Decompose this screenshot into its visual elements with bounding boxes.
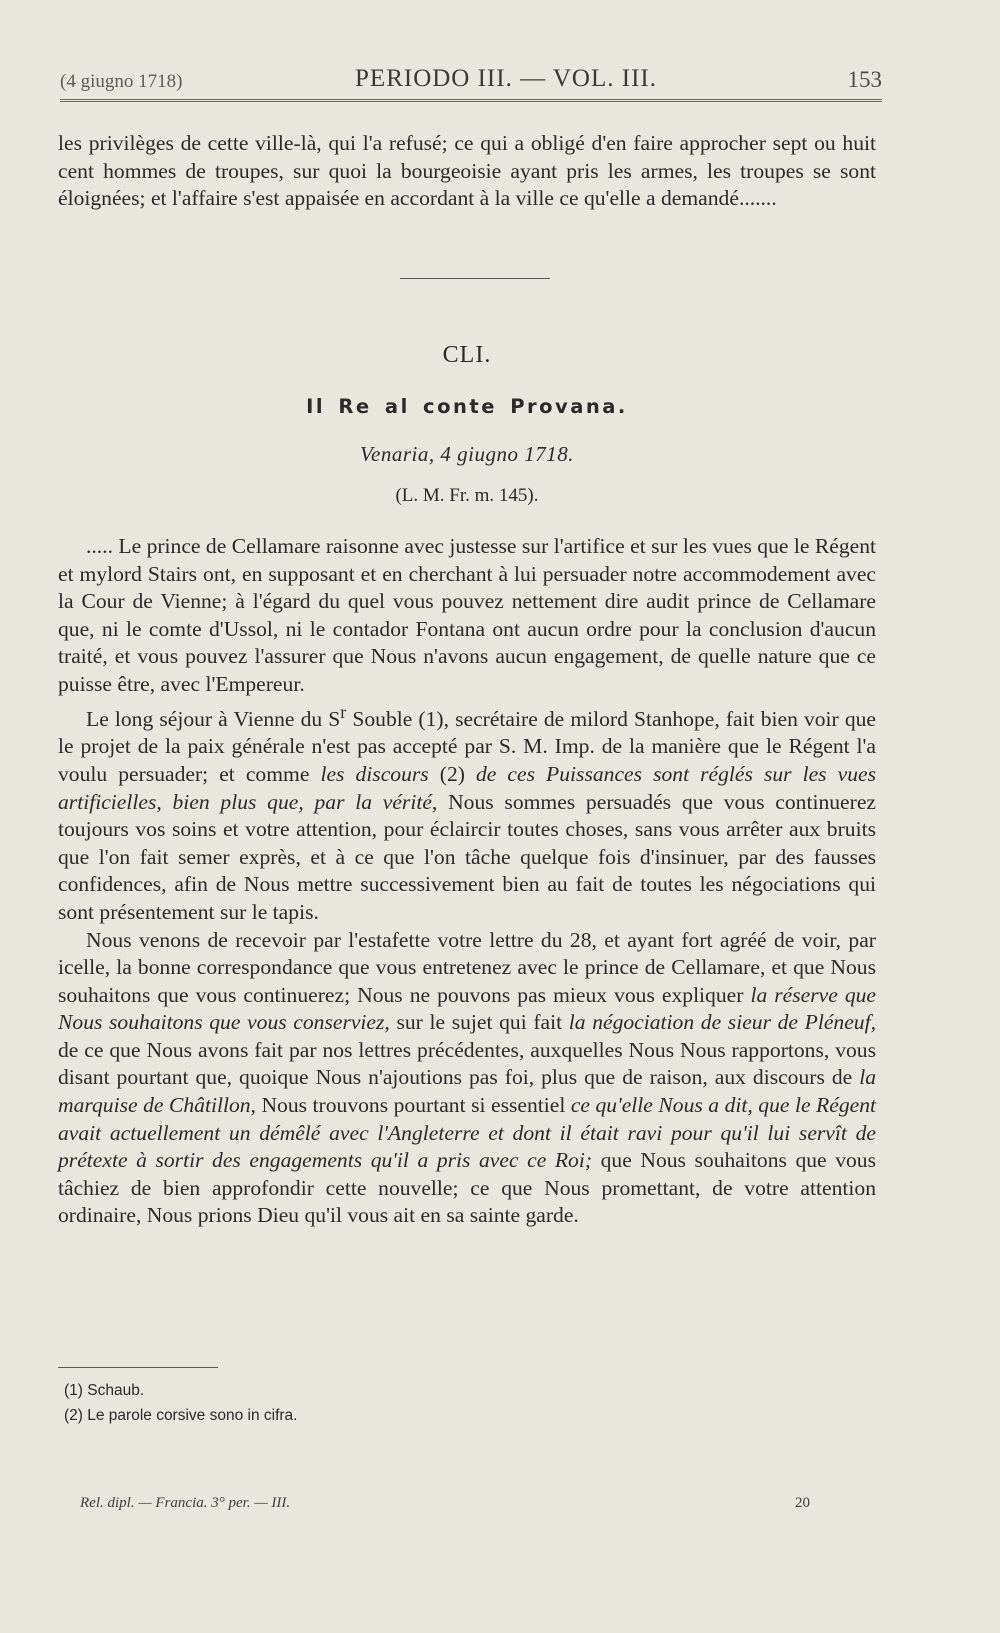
document-source: (L. M. Fr. m. 145). (395, 485, 539, 506)
footnote-1: (1) Schaub. (64, 1382, 145, 1399)
page-footer (80, 1495, 810, 1512)
superscript: r (340, 701, 347, 722)
letter-paragraph-1: ..... Le prince de Cellamare raisonne avec justesse sur l'artifice et sur les vues que le Régent et mylord Stairs ont, en supposant et en cherchant à lui persuader notre accommodement avec la Cour de Vienne; à l'égard du quel vous pouvez nettement dire audit prince de Cellamare que, ni le comte d'Ussol, ni le contador Fontana ont aucun ordre pour la conclusion d'aucun traité, et vous pouvez l'assurer que Nous n'avons aucun engagement, de quelle nature que ce puisse être, avec l'Empereur. (58, 534, 876, 696)
document-number: CLI. (442, 342, 492, 368)
cipher-text: ce qu'elle Nous a dit, que le Régent avait actuellement un démêlé avec l'Angleterre et dont il était ravi pour qu'il lui servît de prétexte à sortir des engagements qu'il a pris avec ce Roi; (58, 1093, 876, 1173)
header-date: (4 giugno 1718) (60, 71, 183, 92)
intro-paragraph: les privilèges de cette ville-là, qui l'a refusé; ce qui a obligé d'en faire approcher sept ou huit cent hommes de troupes, sur quoi la bourgeoisie ayant pris les armes, les troupes se sont éloignées; et l'affaire s'est appaisée en accordant à la ville ce qu'elle a demandé....... (58, 131, 876, 211)
section-divider (400, 278, 550, 279)
footer-signature-number: 20 (795, 1495, 810, 1511)
running-header (60, 62, 882, 102)
footnote-2: (2) Le parole corsive sono in cifra. (64, 1407, 298, 1424)
intro-text (58, 130, 876, 213)
header-title: PERIODO III. — VOL. III. (355, 65, 657, 92)
footnote-divider (58, 1367, 218, 1368)
letter-body (58, 533, 876, 1230)
letter-paragraph-3: Nous venons de recevoir par l'estafette votre lettre du 28, et ayant fort agréé de voir, par icelle, la bonne correspondance que vous entretenez avec le prince de Cellamare, et que Nous souhaitons que vous continuerez; Nous ne pouvons pas mieux vous expliquer la réserve que Nous souhaitons que vous conserviez, sur le sujet qui fait la négociation de sieur de Pléneuf, de ce que Nous avons fait par nos lettres précédentes, auxquelles Nous Nous rapportons, vous disant pourtant que, quoique Nous n'ajoutions pas foi, plus que de raison, aux discours de la marquise de Châtillon, Nous trouvons pourtant si essentiel ce qu'elle Nous a dit, que le Régent avait actuellement un démêlé avec l'Angleterre et dont il était ravi pour qu'il lui servît de prétexte à sortir des engagements qu'il a pris avec ce Roi; que Nous souhaitons que vous tâchiez de bien approfondir cette nouvelle; ce que Nous promettant, de votre attention ordinaire, Nous prions Dieu qu'il vous ait en sa sainte garde. (58, 927, 876, 1228)
document-place-date: Venaria, 4 giugno 1718. (360, 442, 574, 466)
cipher-text: la négociation de sieur de Pléneuf, (568, 1010, 876, 1035)
letter-paragraph-2: Le long séjour à Vienne du $S^r$ Souble (1), secrétaire de milord Stanhope, fait bien voir que le projet de la paix générale n'est pas accepté par S. M. Imp. de la manière que le Régent l'a voulu persuader; et comme les discours (2) de ces Puissances sont réglés sur les vues artificielles, bien plus que, par la vérité, Nous sommes persuadés que vous continuerez toujours vos soins et votre attention, pour éclaircir toutes choses, sans vous arrêter aux bruits que l'on fait semer exprès, et à ce que l'on tâche quelque fois d'insinuer, par des fausses confidences, afin de Nous mettre successivement bien au fait de toutes les négociations qui sont présentement sur le tapis. (58, 701, 877, 924)
footer-citation: Rel. dipl. — Francia. 3° per. — III. (80, 1495, 291, 1511)
cipher-text: de ces Puissances sont réglés sur les vues artificielles, bien plus que, par la vérité, (58, 761, 877, 814)
page-number: 153 (847, 67, 882, 92)
cipher-text: la réserve que Nous souhaitons que vous conserviez, (58, 982, 876, 1035)
document-title: Il Re al conte Provana. (306, 395, 628, 418)
footnotes (64, 1378, 764, 1428)
cipher-text: les discours (320, 761, 429, 786)
cipher-text: la marquise de Châtillon, (58, 1065, 876, 1118)
